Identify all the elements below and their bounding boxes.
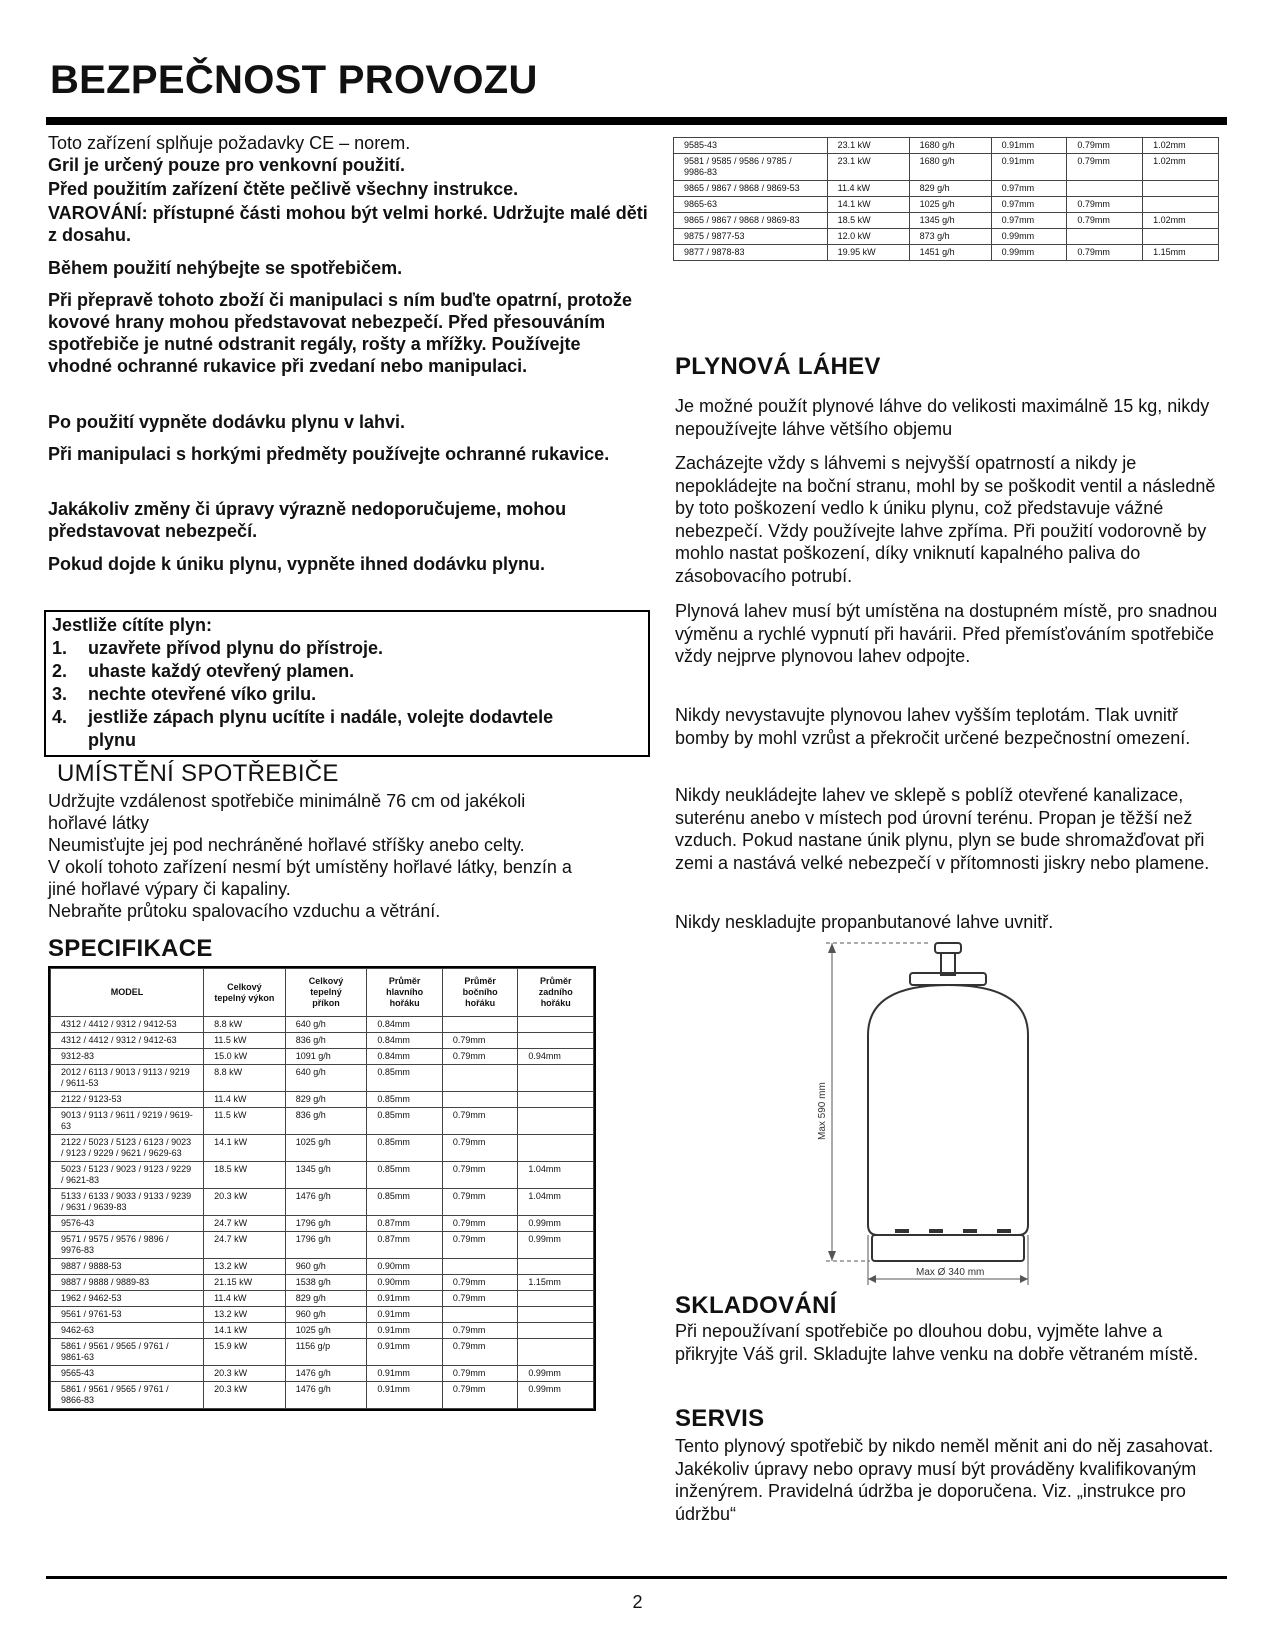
spec-cell — [518, 1323, 594, 1339]
spec-cell: 1.15mm — [1143, 245, 1219, 261]
spec-cell: 11.4 kW — [204, 1092, 286, 1108]
service-heading: SERVIS — [675, 1405, 765, 1432]
spec-cell: 9865-63 — [674, 197, 828, 213]
spec-cell: 1680 g/h — [909, 154, 991, 181]
spec-cell — [518, 1307, 594, 1323]
spec-row — [674, 245, 1219, 261]
spec-row — [674, 154, 1219, 181]
spec-cell: 0.91mm — [367, 1382, 443, 1409]
gas-box-item: 3. nechte otevřené víko grilu. — [52, 684, 317, 704]
spec-cell: 11.5 kW — [204, 1033, 286, 1049]
spec-cell: 2122 / 9123-53 — [51, 1092, 204, 1108]
spec-cell: 1.02mm — [1143, 138, 1219, 154]
spec-cell: 1156 g/p — [285, 1339, 367, 1366]
spec-cell: 9585-43 — [674, 138, 828, 154]
spec-cell: 836 g/h — [285, 1108, 367, 1135]
spec-cell: 13.2 kW — [204, 1259, 286, 1275]
spec-cell: 0.79mm — [442, 1216, 518, 1232]
spec-cell: 12.0 kW — [827, 229, 909, 245]
spec-cell: 0.91mm — [367, 1323, 443, 1339]
spec-cell — [518, 1135, 594, 1162]
spec-cell: 0.91mm — [367, 1339, 443, 1366]
spec-cell: 0.84mm — [367, 1033, 443, 1049]
spec-row — [51, 1216, 594, 1232]
safety-do-not-move: Během použití nehýbejte se spotřebičem. — [48, 258, 403, 278]
spec-cell: 9561 / 9761-53 — [51, 1307, 204, 1323]
width-dimension-label: Max Ø 340 mm — [916, 1267, 985, 1278]
spec-cell: 0.85mm — [367, 1092, 443, 1108]
spec-cell: 21.15 kW — [204, 1275, 286, 1291]
spec-cell — [518, 1065, 594, 1092]
spec-cell: 0.79mm — [442, 1291, 518, 1307]
spec-cell: 0.79mm — [442, 1033, 518, 1049]
bottle-handling-text: Zacházejte vždy s láhvemi s nejvyšší opatrností a nikdy je nepokládejte na boční stranu, mohl by se poškodit ventil a následně by toto poškození vedlo k úniku plynu, což představuje vážné nebezpečí. Vždy používejte lahve zpříma. Při použití vodorovně by mohlo nastat poškození, díky vniknutí kapalného paliva do zásobovacího potrubí. — [675, 453, 1216, 586]
spec-cell: 0.87mm — [367, 1232, 443, 1259]
spec-table — [48, 966, 596, 1411]
title-rule — [46, 117, 1227, 125]
spec-header-model: MODEL — [51, 969, 204, 1017]
valve-stem — [941, 953, 955, 975]
spec-cell: 4312 / 4412 / 9312 / 9412-53 — [51, 1017, 204, 1033]
spec-cell: 0.99mm — [991, 229, 1067, 245]
spec-cell — [1143, 181, 1219, 197]
spec-cell: 0.79mm — [442, 1049, 518, 1065]
spec-cell: 0.97mm — [991, 213, 1067, 229]
spec-cell: 0.85mm — [367, 1135, 443, 1162]
spec-cell: 1476 g/h — [285, 1189, 367, 1216]
spec-row — [674, 138, 1219, 154]
spec-cell: 1680 g/h — [909, 138, 991, 154]
bottle-indoor-text: Nikdy neskladujte propanbutanové lahve uvnitř. — [675, 912, 1054, 932]
spec-cell: 0.79mm — [1067, 138, 1143, 154]
spec-header-side-burner: Průměr bočního hořáku — [442, 969, 518, 1017]
spec-cell — [442, 1259, 518, 1275]
spec-cell — [442, 1017, 518, 1033]
spec-cell: 1538 g/h — [285, 1275, 367, 1291]
spec-cell: 8.8 kW — [204, 1017, 286, 1033]
spec-cell: 0.84mm — [367, 1049, 443, 1065]
spec-cell — [442, 1307, 518, 1323]
spec-cell: 1476 g/h — [285, 1366, 367, 1382]
spec-cell: 0.91mm — [367, 1307, 443, 1323]
spec-cell: 2122 / 5023 / 5123 / 6123 / 9023 / 9123 / 9229 / 9621 / 9629-63 — [51, 1135, 204, 1162]
spec-cell — [518, 1259, 594, 1275]
spec-cell — [1143, 229, 1219, 245]
placement-heading: UMÍSTĚNÍ SPOTŘEBIČE — [57, 760, 339, 787]
storage-text: Při nepoužívaní spotřebiče po dlouhou dobu, vyjměte lahve a přikryjte Váš gril. Skladujte lahve venku na dobře větraném místě. — [675, 1321, 1199, 1364]
spec-cell: 829 g/h — [285, 1092, 367, 1108]
spec-header-input: Celkový tepelný příkon — [285, 969, 367, 1017]
spec-cell: 9581 / 9585 / 9586 / 9785 / 9986-83 — [674, 154, 828, 181]
safety-modifications: Jakákoliv změny či úpravy výrazně nedoporučujeme, mohou představovat nebezpečí. — [48, 499, 567, 541]
spec-cell: 9576-43 — [51, 1216, 204, 1232]
service-text: Tento plynový spotřebič by nikdo neměl měnit ani do něj zasahovat. Jakékoliv úpravy nebo opravy musí být prováděny kvalifikovaným inženýrem. Pravidelná údržba je doporučena. Viz. „instrukce pro údržbu“ — [675, 1436, 1214, 1524]
spec-cell: 1025 g/h — [285, 1135, 367, 1162]
spec-cell: 11.5 kW — [204, 1108, 286, 1135]
spec-row — [51, 1065, 594, 1092]
spec-cell: 836 g/h — [285, 1033, 367, 1049]
safety-ce-text: Toto zařízení splňuje požadavky CE – norem. — [48, 133, 411, 153]
page-title: BEZPEČNOST PROVOZU — [50, 58, 538, 102]
safety-read-instructions: Před použitím zařízení čtěte pečlivě všechny instrukce. — [48, 179, 519, 199]
spec-cell — [518, 1017, 594, 1033]
spec-cell: 0.99mm — [518, 1232, 594, 1259]
spec-cell: 5133 / 6133 / 9033 / 9133 / 9239 / 9631 / 9639-83 — [51, 1189, 204, 1216]
spec-cell: 1.15mm — [518, 1275, 594, 1291]
spec-row — [51, 1162, 594, 1189]
spec-cell: 14.1 kW — [827, 197, 909, 213]
spec-cell: 24.7 kW — [204, 1216, 286, 1232]
spec-cell: 1796 g/h — [285, 1216, 367, 1232]
bottle-temperature-text: Nikdy nevystavujte plynovou lahev vyšším teplotám. Tlak uvnitř bomby by mohl vzrůst a překročit určené bezpečnostní omezení. — [675, 705, 1191, 748]
spec-cell: 9887 / 9888 / 9889-83 — [51, 1275, 204, 1291]
gas-box-item-continuation: plynu — [88, 730, 136, 750]
height-dimension-label: Max 590 mm — [817, 1082, 828, 1140]
spec-cell: 1.02mm — [1143, 213, 1219, 229]
spec-cell: 9887 / 9888-53 — [51, 1259, 204, 1275]
gas-box-item: 4. jestliže zápach plynu ucítíte i nadále, volejte dodavtele — [52, 707, 554, 727]
spec-cell: 0.79mm — [442, 1275, 518, 1291]
spec-row — [51, 1092, 594, 1108]
spec-row — [674, 229, 1219, 245]
spec-row — [51, 1033, 594, 1049]
spec-cell: 23.1 kW — [827, 138, 909, 154]
spec-row — [51, 1307, 594, 1323]
safety-gloves: Při manipulaci s horkými předměty používejte ochranné rukavice. — [48, 444, 610, 464]
spec-cell: 0.85mm — [367, 1189, 443, 1216]
spec-cell: 0.79mm — [442, 1135, 518, 1162]
spec-cell: 0.97mm — [991, 181, 1067, 197]
spec-cell: 0.99mm — [991, 245, 1067, 261]
bottle-cellar-text: Nikdy neukládejte lahev ve sklepě s poblíž otevřené kanalizace, suterénu anebo v místech pod úrovní terénu. Propan je těžší než vzduch. Pokud nastane únik plynu, plyn se bude shromažďovat při zemi a nastává velké nebezpečí v přítomnosti jiskry nebo plamene. — [675, 785, 1210, 873]
spec-cell: 9865 / 9867 / 9868 / 9869-83 — [674, 213, 828, 229]
spec-cell: 1962 / 9462-53 — [51, 1291, 204, 1307]
spec-cell: 20.3 kW — [204, 1189, 286, 1216]
spec-cell — [442, 1092, 518, 1108]
spec-cell: 640 g/h — [285, 1065, 367, 1092]
spec-row — [51, 1049, 594, 1065]
spec-heading: SPECIFIKACE — [48, 935, 213, 962]
spec-cell: 0.99mm — [518, 1216, 594, 1232]
spec-cell — [518, 1092, 594, 1108]
spec-cell: 1.04mm — [518, 1162, 594, 1189]
gas-box-item: 2. uhaste každý otevřený plamen. — [52, 661, 355, 681]
spec-cell: 9875 / 9877-53 — [674, 229, 828, 245]
spec-cell: 5861 / 9561 / 9565 / 9761 / 9861-63 — [51, 1339, 204, 1366]
spec-cell: 9312-83 — [51, 1049, 204, 1065]
spec-cell: 20.3 kW — [204, 1366, 286, 1382]
spec-cell: 1476 g/h — [285, 1382, 367, 1409]
spec-row — [51, 1232, 594, 1259]
spec-cell: 0.87mm — [367, 1216, 443, 1232]
spec-cell: 0.91mm — [367, 1366, 443, 1382]
spec-row — [51, 1339, 594, 1366]
safety-gas-leak: Pokud dojde k úniku plynu, vypněte ihned dodávku plynu. — [48, 554, 546, 574]
spec-cell: 1025 g/h — [909, 197, 991, 213]
spec-row — [51, 1135, 594, 1162]
spec-cell: 14.1 kW — [204, 1135, 286, 1162]
spec-cell — [518, 1291, 594, 1307]
spec-cell: 0.90mm — [367, 1275, 443, 1291]
valve-knob — [935, 943, 961, 953]
spec-cell: 829 g/h — [909, 181, 991, 197]
spec-cell: 20.3 kW — [204, 1382, 286, 1409]
spec-cell: 960 g/h — [285, 1259, 367, 1275]
spec-cell: 0.85mm — [367, 1162, 443, 1189]
spec-row — [51, 1382, 594, 1409]
spec-cell: 1091 g/h — [285, 1049, 367, 1065]
spec-table-continued — [673, 137, 1219, 261]
spec-cell: 9013 / 9113 / 9611 / 9219 / 9619-63 — [51, 1108, 204, 1135]
spec-cell — [1067, 229, 1143, 245]
bottle-size-text: Je možné použít plynové láhve do velikosti maximálně 15 kg, nikdy nepoužívejte láhve většího objemu — [675, 396, 1210, 439]
spec-cell: 24.7 kW — [204, 1232, 286, 1259]
gas-smell-box — [44, 610, 650, 757]
spec-cell — [1143, 197, 1219, 213]
spec-row — [674, 181, 1219, 197]
spec-cell — [518, 1033, 594, 1049]
spec-cell: 0.97mm — [991, 197, 1067, 213]
spec-cell: 0.79mm — [1067, 197, 1143, 213]
spec-row — [51, 1323, 594, 1339]
bottle-foot-ring — [872, 1235, 1024, 1261]
gas-bottle-diagram — [810, 935, 1060, 1295]
spec-cell: 0.79mm — [442, 1382, 518, 1409]
spec-cell: 4312 / 4412 / 9312 / 9412-63 — [51, 1033, 204, 1049]
spec-row — [674, 213, 1219, 229]
bottle-heading: PLYNOVÁ LÁHEV — [675, 353, 881, 380]
spec-cell: 9877 / 9878-83 — [674, 245, 828, 261]
spec-cell: 1025 g/h — [285, 1323, 367, 1339]
spec-cell: 14.1 kW — [204, 1323, 286, 1339]
spec-cell: 960 g/h — [285, 1307, 367, 1323]
spec-cell — [518, 1339, 594, 1366]
spec-header-rear-burner: Průměr zadního hořáku — [518, 969, 594, 1017]
spec-cell: 0.79mm — [1067, 245, 1143, 261]
spec-cell: 0.90mm — [367, 1259, 443, 1275]
placement-text: Udržujte vzdálenost spotřebiče minimálně 76 cm od jakékoli hořlavé látky Neumisťujte jej pod nechráněné hořlavé stříšky anebo celty. V okolí tohoto zařízení nesmí být umístěny hořlavé látky, benzín a jiné hořlavé výpary či kapaliny. Nebraňte průtoku spalovacího vzduchu a větrání. — [48, 791, 572, 921]
spec-cell: 0.79mm — [1067, 213, 1143, 229]
gas-box-item: 1. uzavřete přívod plynu do přístroje. — [52, 638, 384, 658]
spec-cell: 5861 / 9561 / 9565 / 9761 / 9866-83 — [51, 1382, 204, 1409]
spec-cell: 0.79mm — [442, 1232, 518, 1259]
spec-cell: 0.79mm — [442, 1189, 518, 1216]
bottle-body — [868, 985, 1028, 1235]
spec-cell: 640 g/h — [285, 1017, 367, 1033]
spec-cell: 18.5 kW — [827, 213, 909, 229]
spec-cell: 9462-63 — [51, 1323, 204, 1339]
spec-cell: 9565-43 — [51, 1366, 204, 1382]
spec-row — [51, 1291, 594, 1307]
spec-cell: 829 g/h — [285, 1291, 367, 1307]
safety-transport: Při přepravě tohoto zboží či manipulaci s ním buďte opatrní, protože kovové hrany mohou představovat nebezpečí. Před přesouváním spotřebiče je nutné odstranit regály, rošty a mřížky. Používejte vhodné ochranné rukavice při zvedaní nebo manipulaci. — [48, 290, 632, 376]
spec-cell: 0.94mm — [518, 1049, 594, 1065]
spec-cell: 1.02mm — [1143, 154, 1219, 181]
spec-cell — [442, 1065, 518, 1092]
spec-cell: 0.79mm — [442, 1162, 518, 1189]
spec-cell: 13.2 kW — [204, 1307, 286, 1323]
spec-cell: 19.95 kW — [827, 245, 909, 261]
footer-rule — [46, 1576, 1227, 1579]
safety-turn-off-gas: Po použití vypněte dodávku plynu v lahvi. — [48, 412, 406, 432]
spec-cell: 0.79mm — [442, 1366, 518, 1382]
spec-row — [51, 1189, 594, 1216]
spec-cell: 9865 / 9867 / 9868 / 9869-53 — [674, 181, 828, 197]
spec-cell: 0.85mm — [367, 1065, 443, 1092]
spec-cell: 0.91mm — [991, 138, 1067, 154]
spec-row — [51, 1017, 594, 1033]
spec-cell: 0.79mm — [442, 1323, 518, 1339]
spec-cell — [518, 1108, 594, 1135]
spec-cell: 15.0 kW — [204, 1049, 286, 1065]
spec-cell: 8.8 kW — [204, 1065, 286, 1092]
spec-cell: 0.99mm — [518, 1366, 594, 1382]
spec-header-output: Celkový tepelný výkon — [204, 969, 286, 1017]
spec-cell: 0.91mm — [991, 154, 1067, 181]
spec-cell: 9571 / 9575 / 9576 / 9896 / 9976-83 — [51, 1232, 204, 1259]
spec-cell: 1345 g/h — [285, 1162, 367, 1189]
spec-cell: 2012 / 6113 / 9013 / 9113 / 9219 / 9611-53 — [51, 1065, 204, 1092]
spec-row — [51, 1259, 594, 1275]
spec-header-main-burner: Průměr hlavního hořáku — [367, 969, 443, 1017]
spec-cell — [1067, 181, 1143, 197]
spec-cell: 11.4 kW — [204, 1291, 286, 1307]
page-number: 2 — [632, 1592, 643, 1612]
spec-cell: 0.79mm — [442, 1108, 518, 1135]
spec-cell: 5023 / 5123 / 9023 / 9123 / 9229 / 9621-83 — [51, 1162, 204, 1189]
spec-cell: 1.04mm — [518, 1189, 594, 1216]
spec-cell: 23.1 kW — [827, 154, 909, 181]
safety-warning-hot: VAROVÁNÍ: přístupné části mohou být velmi horké. Udržujte malé děti z dosahu. — [48, 203, 648, 245]
spec-cell: 0.84mm — [367, 1017, 443, 1033]
spec-cell: 15.9 kW — [204, 1339, 286, 1366]
spec-cell: 18.5 kW — [204, 1162, 286, 1189]
spec-cell: 1345 g/h — [909, 213, 991, 229]
spec-row — [674, 197, 1219, 213]
storage-heading: SKLADOVÁNÍ — [675, 1292, 837, 1319]
spec-row — [51, 1275, 594, 1291]
spec-cell: 0.99mm — [518, 1382, 594, 1409]
spec-cell: 0.79mm — [442, 1339, 518, 1366]
spec-cell: 0.85mm — [367, 1108, 443, 1135]
bottle-placement-text: Plynová lahev musí být umístěna na dostupném místě, pro snadnou výměnu a rychlé vypnutí při havárii. Před přemísťováním spotřebiče vždy nejprve plynovou lahev odpojte. — [675, 601, 1218, 666]
spec-row — [51, 1366, 594, 1382]
spec-cell: 0.79mm — [1067, 154, 1143, 181]
spec-cell: 1796 g/h — [285, 1232, 367, 1259]
gas-box-heading: Jestliže cítíte plyn: — [52, 615, 213, 635]
spec-cell: 11.4 kW — [827, 181, 909, 197]
safety-outdoor-text: Gril je určený pouze pro venkovní použití. — [48, 155, 406, 175]
spec-cell: 0.91mm — [367, 1291, 443, 1307]
spec-row — [51, 1108, 594, 1135]
spec-cell: 1451 g/h — [909, 245, 991, 261]
spec-cell: 873 g/h — [909, 229, 991, 245]
